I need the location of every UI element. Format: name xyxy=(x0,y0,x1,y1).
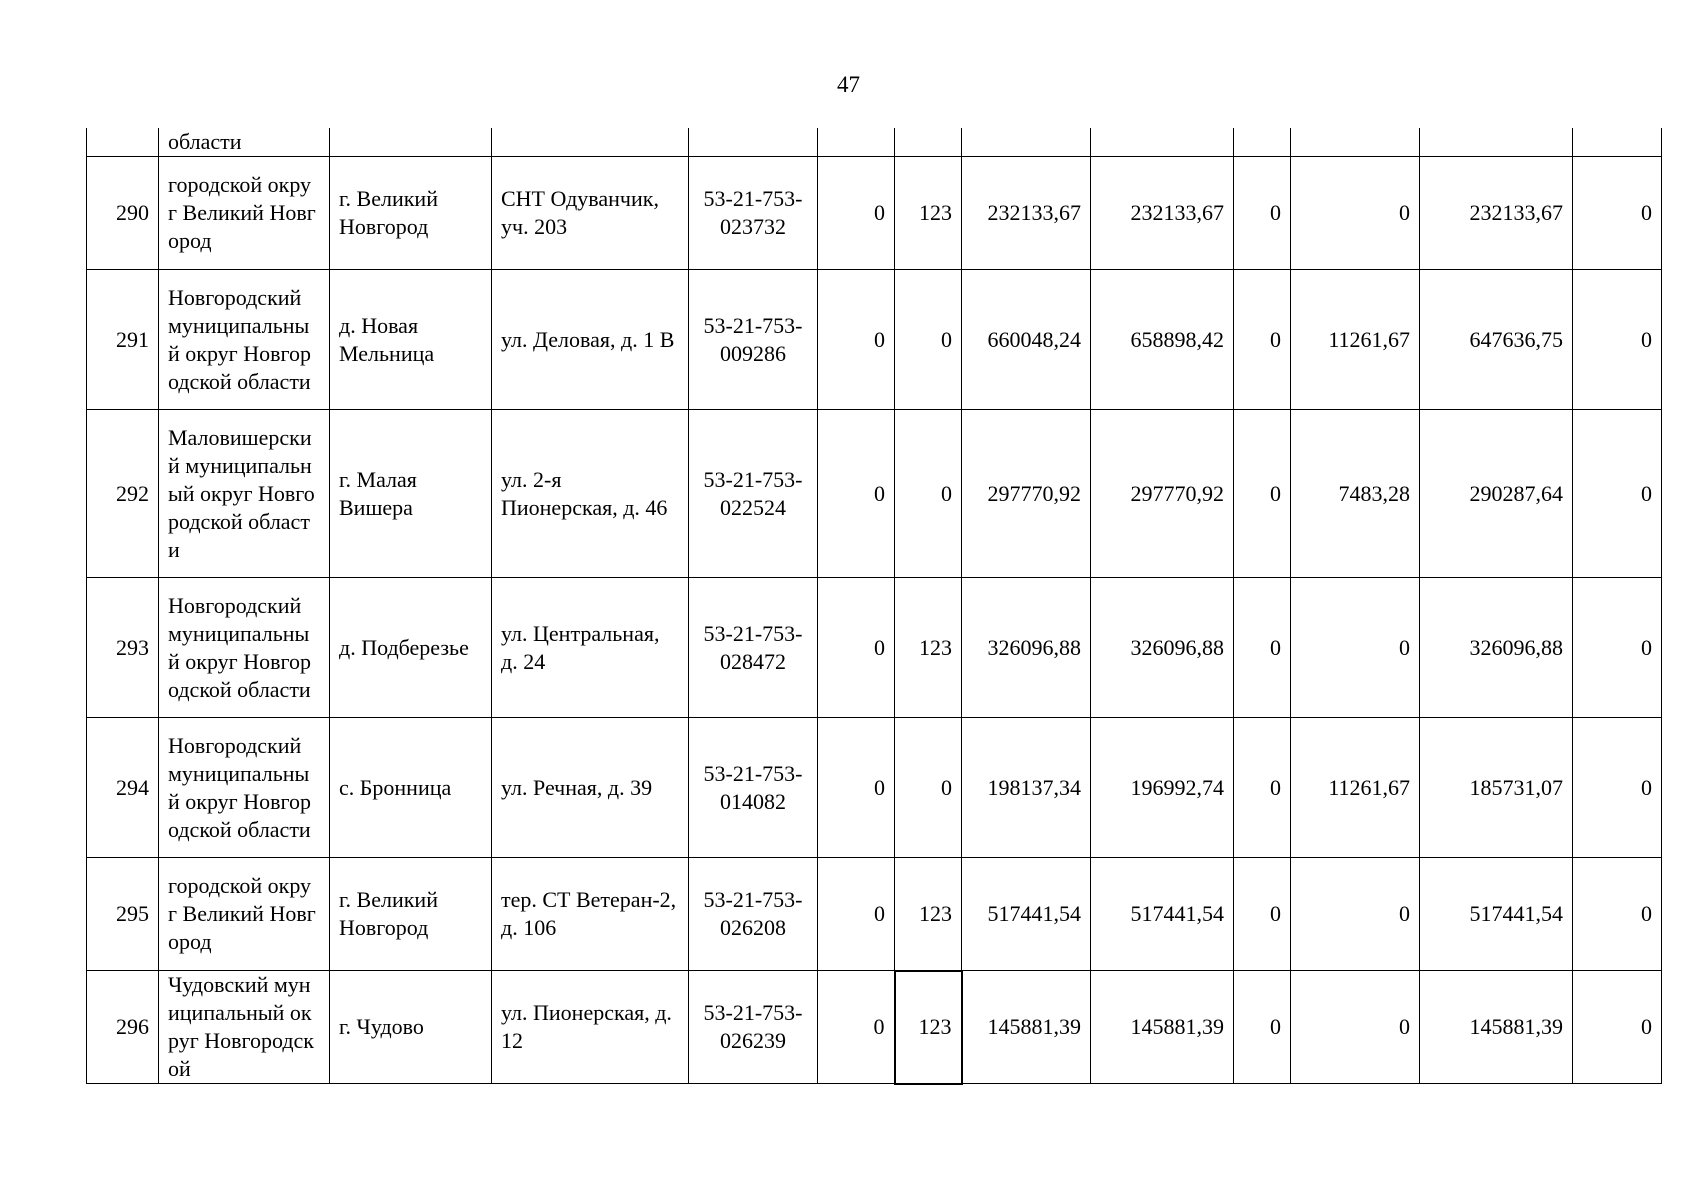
cell-account: 53-21-753-014082 xyxy=(689,718,818,858)
cell-settlement: г. Чудово xyxy=(330,971,492,1084)
table-row xyxy=(87,410,1662,578)
cell-c7: 185731,07 xyxy=(1420,718,1573,858)
cell-c2: 123 xyxy=(895,157,962,270)
cell-c8: 0 xyxy=(1573,157,1662,270)
cell-no: 292 xyxy=(87,410,159,578)
cell-c1: 0 xyxy=(818,971,895,1084)
cell-account: 53-21-753-028472 xyxy=(689,578,818,718)
cell-c6: 7483,28 xyxy=(1291,410,1420,578)
cell-c5: 0 xyxy=(1234,157,1291,270)
cell-c6: 0 xyxy=(1291,157,1420,270)
cell-c6: 11261,67 xyxy=(1291,718,1420,858)
cell-settlement: г. Великий Новгород xyxy=(330,858,492,971)
cell-c3: 517441,54 xyxy=(962,858,1091,971)
cell-settlement: г. Малая Вишера xyxy=(330,410,492,578)
cell-c8: 0 xyxy=(1573,410,1662,578)
cell-settlement: д. Подберезье xyxy=(330,578,492,718)
cell-c3: 326096,88 xyxy=(962,578,1091,718)
cell-municipality: области xyxy=(159,128,330,157)
cell-c4: 145881,39 xyxy=(1091,971,1234,1084)
cell-c1: 0 xyxy=(818,718,895,858)
cell-c6: 0 xyxy=(1291,858,1420,971)
cell-c5: 0 xyxy=(1234,270,1291,410)
cell-c7: 145881,39 xyxy=(1420,971,1573,1084)
cell-c7: 647636,75 xyxy=(1420,270,1573,410)
table-row xyxy=(87,157,1662,270)
cell-c4: 517441,54 xyxy=(1091,858,1234,971)
cell-c6: 0 xyxy=(1291,578,1420,718)
cell-c2: 0 xyxy=(895,270,962,410)
cell-c8: 0 xyxy=(1573,858,1662,971)
cell-c2: 0 xyxy=(895,410,962,578)
cell-no: 294 xyxy=(87,718,159,858)
cell-no: 296 xyxy=(87,971,159,1084)
cell-no: 290 xyxy=(87,157,159,270)
cell-account: 53-21-753-026239 xyxy=(689,971,818,1084)
cell-c1: 0 xyxy=(818,578,895,718)
table-row xyxy=(87,971,1662,1084)
cell-c5: 0 xyxy=(1234,578,1291,718)
cell-account: 53-21-753-026208 xyxy=(689,858,818,971)
cell-municipality: Маловишерский муниципальный округ Новгородской области xyxy=(159,410,330,578)
cell-c7: 326096,88 xyxy=(1420,578,1573,718)
cell-c7: 517441,54 xyxy=(1420,858,1573,971)
table-row xyxy=(87,578,1662,718)
cell-no: 293 xyxy=(87,578,159,718)
cell-c1: 0 xyxy=(818,410,895,578)
cell-c3: 145881,39 xyxy=(962,971,1091,1084)
cell-c4: 196992,74 xyxy=(1091,718,1234,858)
cell-c7: 232133,67 xyxy=(1420,157,1573,270)
cell-c2: 0 xyxy=(895,718,962,858)
cell-c4: 232133,67 xyxy=(1091,157,1234,270)
cell-c8: 0 xyxy=(1573,718,1662,858)
cell-settlement: с. Бронница xyxy=(330,718,492,858)
cell-municipality: городской округ Великий Новгород xyxy=(159,858,330,971)
cell-address: ул. Речная, д. 39 xyxy=(492,718,689,858)
cell-no: 295 xyxy=(87,858,159,971)
page-number: 47 xyxy=(837,72,860,97)
cell-c6: 11261,67 xyxy=(1291,270,1420,410)
cell-c8: 0 xyxy=(1573,578,1662,718)
cell-address: ул. 2-я Пионерская, д. 46 xyxy=(492,410,689,578)
cell-municipality: городской округ Великий Новгород xyxy=(159,157,330,270)
cell-address: ул. Пионерская, д. 12 xyxy=(492,971,689,1084)
cell-municipality: Новгородский муниципальный округ Новгородской области xyxy=(159,578,330,718)
cell-c3: 232133,67 xyxy=(962,157,1091,270)
cell-address: СНТ Одуванчик, уч. 203 xyxy=(492,157,689,270)
cell-c5: 0 xyxy=(1234,858,1291,971)
cell-c1: 0 xyxy=(818,157,895,270)
cell-c8: 0 xyxy=(1573,270,1662,410)
table-row xyxy=(87,270,1662,410)
cell-address: тер. СТ Ветеран-2, д. 106 xyxy=(492,858,689,971)
cell-account: 53-21-753-009286 xyxy=(689,270,818,410)
cell-municipality: Чудовский муниципальный округ Новгородской xyxy=(159,971,330,1084)
cell-c3: 297770,92 xyxy=(962,410,1091,578)
cell-c6: 0 xyxy=(1291,971,1420,1084)
cell-c2: 123 xyxy=(895,971,962,1084)
cell-account: 53-21-753-022524 xyxy=(689,410,818,578)
cell-account: 53-21-753-023732 xyxy=(689,157,818,270)
cell-no xyxy=(87,128,159,157)
table-row xyxy=(87,858,1662,971)
continuation-row xyxy=(87,128,1662,157)
cell-address: ул. Деловая, д. 1 В xyxy=(492,270,689,410)
table-row xyxy=(87,718,1662,858)
cell-c4: 658898,42 xyxy=(1091,270,1234,410)
cell-c4: 297770,92 xyxy=(1091,410,1234,578)
cell-settlement: г. Великий Новгород xyxy=(330,157,492,270)
cell-address: ул. Центральная, д. 24 xyxy=(492,578,689,718)
data-table xyxy=(86,128,1662,1085)
cell-municipality: Новгородский муниципальный округ Новгородской области xyxy=(159,718,330,858)
cell-settlement: д. Новая Мельница xyxy=(330,270,492,410)
cell-no: 291 xyxy=(87,270,159,410)
cell-c5: 0 xyxy=(1234,971,1291,1084)
cell-municipality: Новгородский муниципальный округ Новгородской области xyxy=(159,270,330,410)
cell-c1: 0 xyxy=(818,270,895,410)
cell-c1: 0 xyxy=(818,858,895,971)
cell-c5: 0 xyxy=(1234,718,1291,858)
cell-c3: 660048,24 xyxy=(962,270,1091,410)
cell-c2: 123 xyxy=(895,578,962,718)
cell-c5: 0 xyxy=(1234,410,1291,578)
cell-c3: 198137,34 xyxy=(962,718,1091,858)
cell-c4: 326096,88 xyxy=(1091,578,1234,718)
cell-c7: 290287,64 xyxy=(1420,410,1573,578)
cell-c8: 0 xyxy=(1573,971,1662,1084)
cell-c2: 123 xyxy=(895,858,962,971)
